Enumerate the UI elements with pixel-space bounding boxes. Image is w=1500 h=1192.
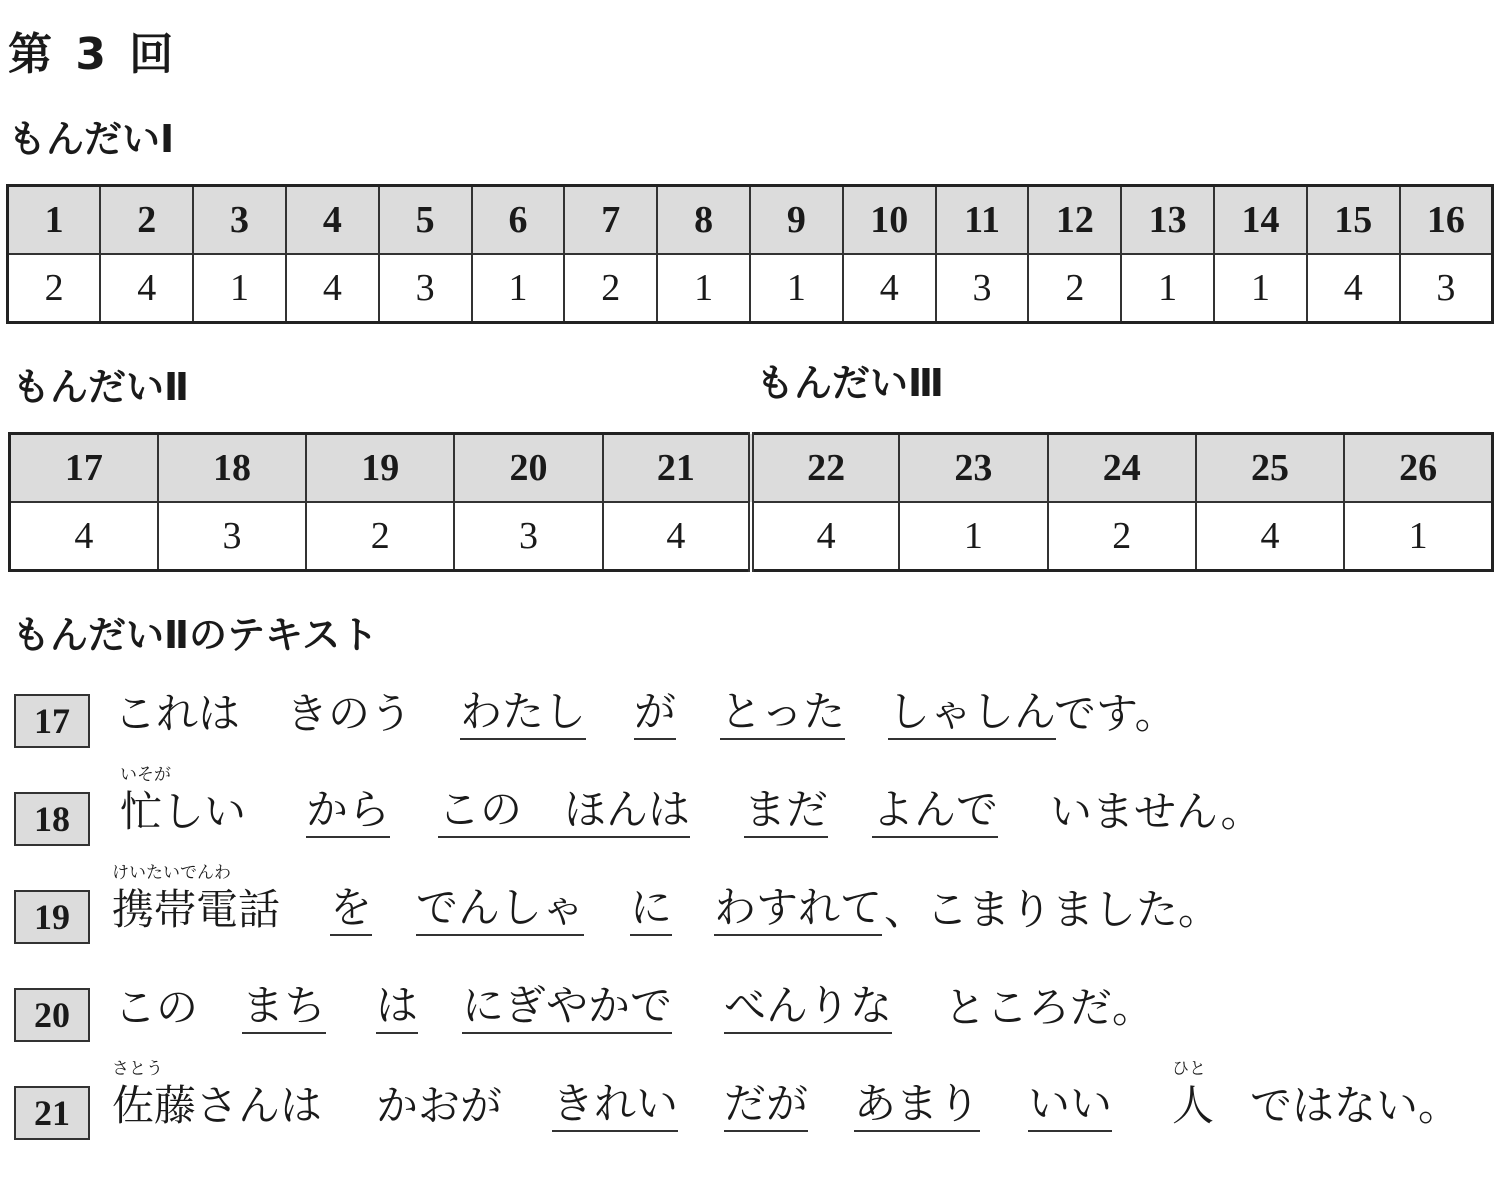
question-number-box: 18 <box>14 792 90 846</box>
question-number-box: 17 <box>14 694 90 748</box>
question-number-cell: 23 <box>899 434 1047 503</box>
question-number-cell: 8 <box>657 186 750 255</box>
answer-cell: 4 <box>100 254 193 323</box>
answer-cell: 1 <box>750 254 843 323</box>
answer-table-section2-3 <box>8 432 1494 572</box>
underlined-word: まち <box>242 980 326 1034</box>
underlined-word: いい <box>1028 1078 1112 1132</box>
answer-cell: 3 <box>454 502 602 571</box>
underlined-word: わたし <box>460 686 586 740</box>
answer-cell: 4 <box>603 502 751 571</box>
sentence-word: 忙しい <box>120 787 247 836</box>
question-number-cell: 26 <box>1344 434 1492 503</box>
sentence-word: かおが <box>376 1081 503 1130</box>
sentence-word: ではない。 <box>1250 1081 1461 1130</box>
underlined-word: あまり <box>854 1078 980 1132</box>
question-number-cell: 12 <box>1028 186 1121 255</box>
furigana: けいたいでんわ <box>112 863 231 883</box>
underlined-word: だが <box>724 1078 808 1132</box>
question-number-cell: 5 <box>379 186 472 255</box>
question-number-cell: 17 <box>10 434 158 503</box>
answer-cell: 1 <box>657 254 750 323</box>
section2-heading: もんだいⅡ <box>12 365 190 409</box>
underlined-word: わすれて <box>714 882 882 936</box>
answer-cell: 3 <box>158 502 306 571</box>
question-number-cell: 11 <box>936 186 1029 255</box>
question-number-cell: 25 <box>1196 434 1344 503</box>
question-line <box>14 765 1484 854</box>
answer-cell: 2 <box>1028 254 1121 323</box>
underlined-word: にぎやかで <box>462 980 672 1034</box>
sentence-word: 佐藤さんは <box>112 1081 323 1130</box>
question-line <box>14 676 1484 756</box>
sentence-word: これは <box>114 689 241 738</box>
question-number-cell: 24 <box>1048 434 1196 503</box>
sentence-word: きのう <box>286 689 413 738</box>
question-number-cell: 1 <box>8 186 101 255</box>
answer-cell: 3 <box>1400 254 1493 323</box>
underlined-word: この ほんは <box>438 784 690 838</box>
question-number-cell: 19 <box>306 434 454 503</box>
underlined-word: きれい <box>552 1078 678 1132</box>
page-title: 第 3 回 <box>8 29 178 80</box>
answer-cell: 1 <box>1214 254 1307 323</box>
answer-cell: 3 <box>379 254 472 323</box>
answer-cell: 1 <box>193 254 286 323</box>
question-number-cell: 6 <box>472 186 565 255</box>
question-number-cell: 16 <box>1400 186 1493 255</box>
sentence-word: いません。 <box>1050 787 1263 836</box>
furigana: ひと <box>1172 1059 1206 1079</box>
answer-table-section1 <box>6 184 1494 324</box>
sentence-word: ところだ。 <box>944 983 1155 1032</box>
question-number-cell: 10 <box>843 186 936 255</box>
furigana: いそが <box>120 765 171 785</box>
underlined-word: を <box>330 882 372 936</box>
answer-cell: 4 <box>1196 502 1344 571</box>
question-number-box: 21 <box>14 1086 90 1140</box>
sentence-word: 人 <box>1172 1081 1215 1130</box>
question-number-box: 20 <box>14 988 90 1042</box>
question-line <box>14 1059 1484 1148</box>
answer-cell: 4 <box>286 254 379 323</box>
answer-cell: 1 <box>899 502 1047 571</box>
question-number-cell: 9 <box>750 186 843 255</box>
answer-cell: 4 <box>10 502 158 571</box>
answer-cell: 4 <box>843 254 936 323</box>
answer-cell: 1 <box>1344 502 1492 571</box>
furigana: さとう <box>112 1059 163 1079</box>
underlined-word: から <box>306 784 390 838</box>
question-number-cell: 7 <box>564 186 657 255</box>
underlined-word: まだ <box>744 784 828 838</box>
underlined-word: が <box>634 686 676 740</box>
underlined-word: でんしゃ <box>416 882 584 936</box>
answer-cell: 2 <box>8 254 101 323</box>
answer-cell: 4 <box>1307 254 1400 323</box>
question-line <box>14 863 1484 952</box>
underlined-word: よんで <box>872 784 998 838</box>
underlined-word: べんりな <box>724 980 892 1034</box>
question-number-cell: 21 <box>603 434 751 503</box>
question-number-cell: 4 <box>286 186 379 255</box>
answer-cell: 2 <box>1048 502 1196 571</box>
sentence-word: この <box>114 983 199 1032</box>
question-number-cell: 3 <box>193 186 286 255</box>
answer-cell: 2 <box>564 254 657 323</box>
section3-heading: もんだいⅢ <box>756 361 944 405</box>
question-number-cell: 2 <box>100 186 193 255</box>
sentence-word: 携帯電話 <box>112 885 281 934</box>
sentence-word: です。 <box>1054 689 1177 738</box>
answer-cell: 3 <box>936 254 1029 323</box>
underlined-word: に <box>630 882 672 936</box>
question-number-cell: 18 <box>158 434 306 503</box>
section1-heading: もんだいⅠ <box>8 117 175 161</box>
question-number-cell: 20 <box>454 434 602 503</box>
question-number-cell: 14 <box>1214 186 1307 255</box>
answer-cell: 2 <box>306 502 454 571</box>
sentence-word: 、こまりました。 <box>884 885 1221 934</box>
question-number-cell: 22 <box>751 434 899 503</box>
underlined-word: とった <box>720 686 845 740</box>
underlined-word: しゃしん <box>888 686 1056 740</box>
underlined-word: は <box>376 980 418 1034</box>
question-number-box: 19 <box>14 890 90 944</box>
question-line <box>14 970 1484 1050</box>
answer-cell: 4 <box>751 502 899 571</box>
question-number-cell: 15 <box>1307 186 1400 255</box>
answer-cell: 1 <box>472 254 565 323</box>
question-number-cell: 13 <box>1121 186 1214 255</box>
text-heading: もんだいⅡのテキスト <box>12 613 379 657</box>
answer-cell: 1 <box>1121 254 1214 323</box>
